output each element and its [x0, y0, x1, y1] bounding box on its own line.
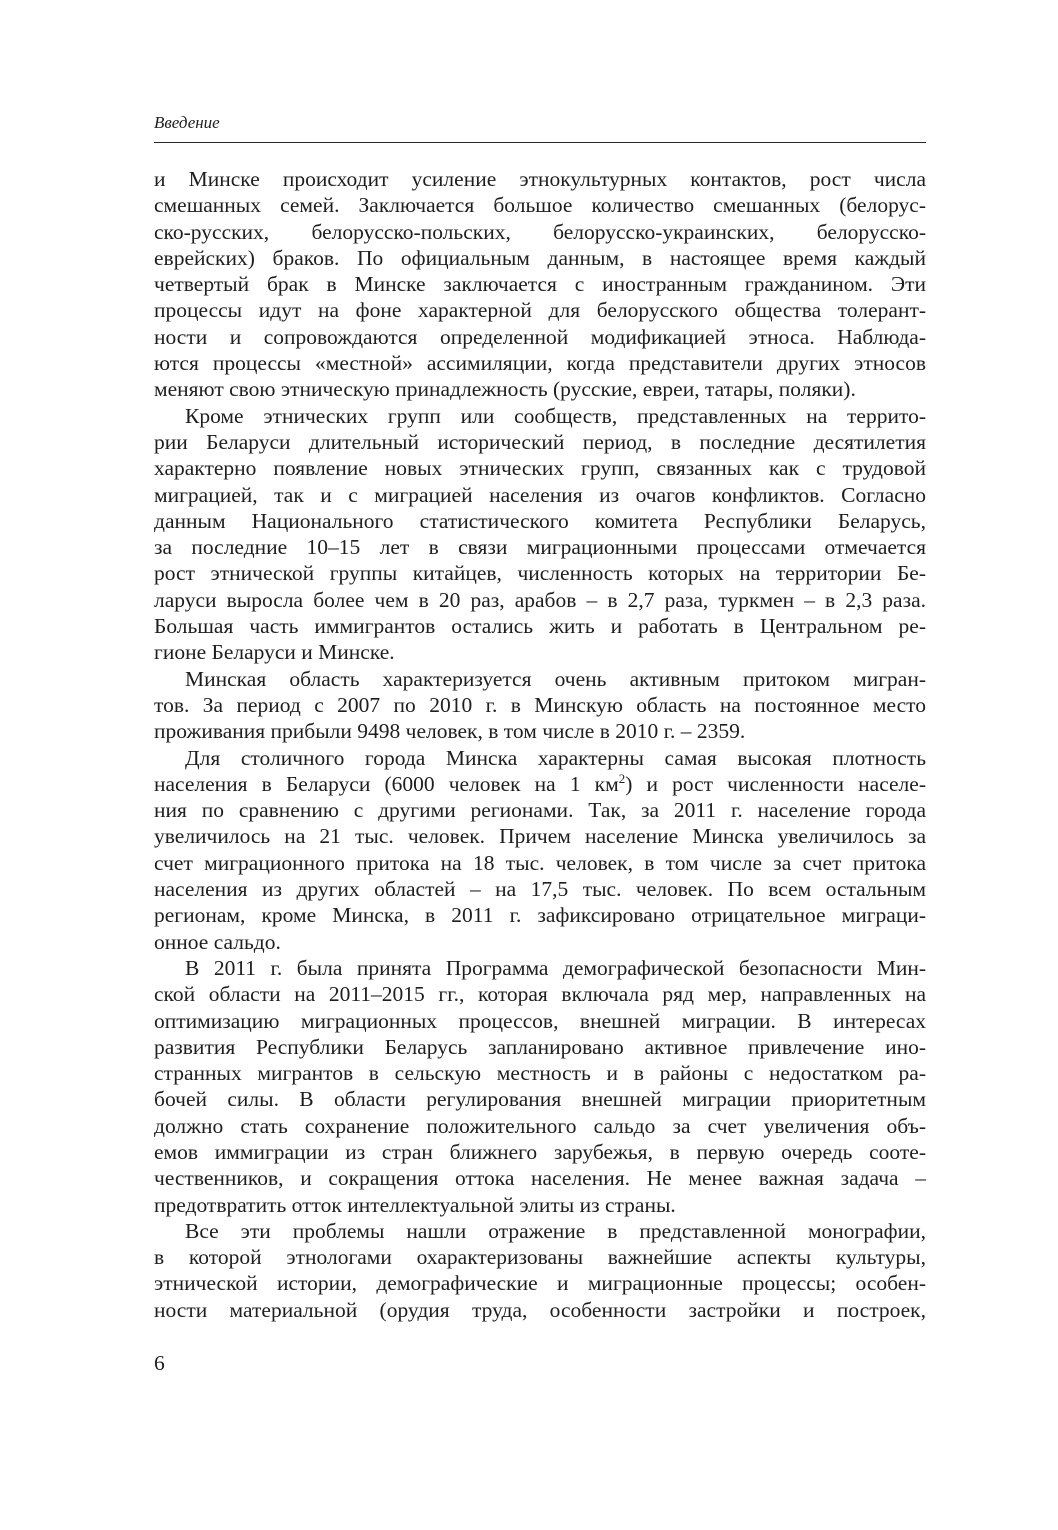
text-line: ются процессы «местной» ассимиляции, когда представители других этносов	[154, 351, 926, 376]
text-line: гионе Беларуси и Минске.	[154, 640, 395, 665]
text-fragment: ) и рост численности населе-	[625, 771, 926, 796]
text-line: тов. За период с 2007 по 2010 г. в Минскую область на постоянное место	[154, 692, 926, 717]
superscript: 2	[618, 770, 626, 786]
text-line: счет миграционного притока на 18 тыс. человек, в том числе за счет притока	[154, 850, 926, 875]
text-line: населения из других областей – на 17,5 тыс. человек. По всем остальным	[154, 877, 926, 902]
text-line: емов иммиграции из стран ближнего зарубежья, в первую очередь соотe-	[154, 1139, 926, 1164]
running-title: Введение	[154, 113, 220, 132]
paragraph-2	[154, 403, 926, 666]
text-line: Кроме этнических групп или сообществ, представленных на террито-	[185, 403, 926, 428]
text-line: Минская область характеризуется очень активным притоком мигран-	[185, 666, 926, 691]
text-line: странных мигрантов в сельскую местность и в районы с недостатком ра-	[154, 1061, 926, 1086]
text-line: должно стать сохранение положительного сальдо за счет увеличения объ-	[154, 1113, 926, 1138]
text-line: Большая часть иммигрантов остались жить и работать в Центральном ре-	[154, 614, 926, 639]
text-line: в которой этнологами охарактеризованы важнейшие аспекты культуры,	[154, 1245, 926, 1270]
text-line: проживания прибыли 9498 человек, в том числе в 2010 г. – 2359.	[154, 719, 746, 744]
text-line: В 2011 г. была принята Программа демографической безопасности Мин-	[185, 955, 926, 980]
text-line: четвертый брак в Минске заключается с иностранным гражданином. Эти	[154, 272, 926, 297]
text-line: меняют свою этническую принадлежность (русские, евреи, татары, поляки).	[154, 377, 856, 402]
text-line: предотвратить отток интеллектуальной элиты из страны.	[154, 1192, 676, 1217]
text-line: чественников, и сокращения оттока населения. Не менее важная задача –	[154, 1166, 926, 1191]
paragraph-5	[154, 955, 926, 1218]
text-line: процессы идут на фоне характерной для белорусского общества толерант-	[154, 298, 926, 323]
text-line: Для столичного города Минска характерны самая высокая плотность	[185, 745, 926, 770]
text-line: ности материальной (орудия труда, особенности застройки и построек,	[154, 1297, 926, 1322]
text-line: ности и сопровождаются определенной модификацией этноса. Наблюда-	[154, 324, 926, 349]
text-line: ской области на 2011–2015 гг., которая включала ряд мер, направленных на	[154, 982, 926, 1007]
text-line: бочей силы. В области регулирования внешней миграции приоритетным	[154, 1087, 926, 1112]
text-line: регионам, кроме Минска, в 2011 г. зафиксировано отрицательное миграци-	[154, 903, 926, 928]
text-line: Все эти проблемы нашли отражение в представленной монографии,	[185, 1218, 926, 1243]
text-line: рии Беларуси длительный исторический период, в последние десятилетия	[154, 429, 926, 454]
text-line: миграцией, так и с миграцией населения из очагов конфликтов. Согласно	[154, 482, 926, 507]
text-line: характерно появление новых этнических групп, связанных как с трудовой	[154, 456, 926, 481]
paragraph-6	[154, 1218, 926, 1323]
paragraph-1	[154, 166, 926, 403]
paragraph-4	[154, 745, 926, 955]
text-line: оптимизацию миграционных процессов, внешней миграции. В интересах	[154, 1008, 926, 1033]
text-line: смешанных семей. Заключается большое количество смешанных (белорус-	[154, 193, 926, 218]
text-line: ния по сравнению с другими регионами. Так, за 2011 г. население города	[154, 798, 926, 823]
text-line: еврейских) браков. По официальным данным, в настоящее время каждый	[154, 245, 926, 270]
text-line: данным Национального статистического комитета Республики Беларусь,	[154, 508, 926, 533]
text-line	[154, 771, 926, 797]
text-line: онное сальдо.	[154, 929, 281, 954]
text-fragment: населения в Беларуси (6000 человек на 1 км	[154, 771, 619, 796]
text-line: развития Республики Беларусь запланировано активное привлечение ино-	[154, 1034, 926, 1059]
paragraph-3	[154, 666, 926, 745]
text-line: рост этнической группы китайцев, численность которых на территории Бе-	[154, 561, 926, 586]
text-line: ско-русских, белорусско-польских, белорусско-украинских, белорусско-	[154, 219, 926, 244]
text-line: увеличилось на 21 тыс. человек. Причем население Минска увеличилось за	[154, 824, 926, 849]
text-line: этнической истории, демографические и миграционные процессы; особен-	[154, 1271, 926, 1296]
text-line: и Минске происходит усиление этнокультурных контактов, рост числа	[154, 167, 926, 191]
text-line: ларуси выросла более чем в 20 раз, арабов – в 2,7 раза, туркмен – в 2,3 раза.	[154, 587, 926, 612]
page-number: 6	[154, 1351, 165, 1375]
body-text	[154, 166, 926, 1323]
page-header	[154, 108, 926, 143]
text-line: за последние 10–15 лет в связи миграционными процессами отмечается	[154, 535, 926, 560]
